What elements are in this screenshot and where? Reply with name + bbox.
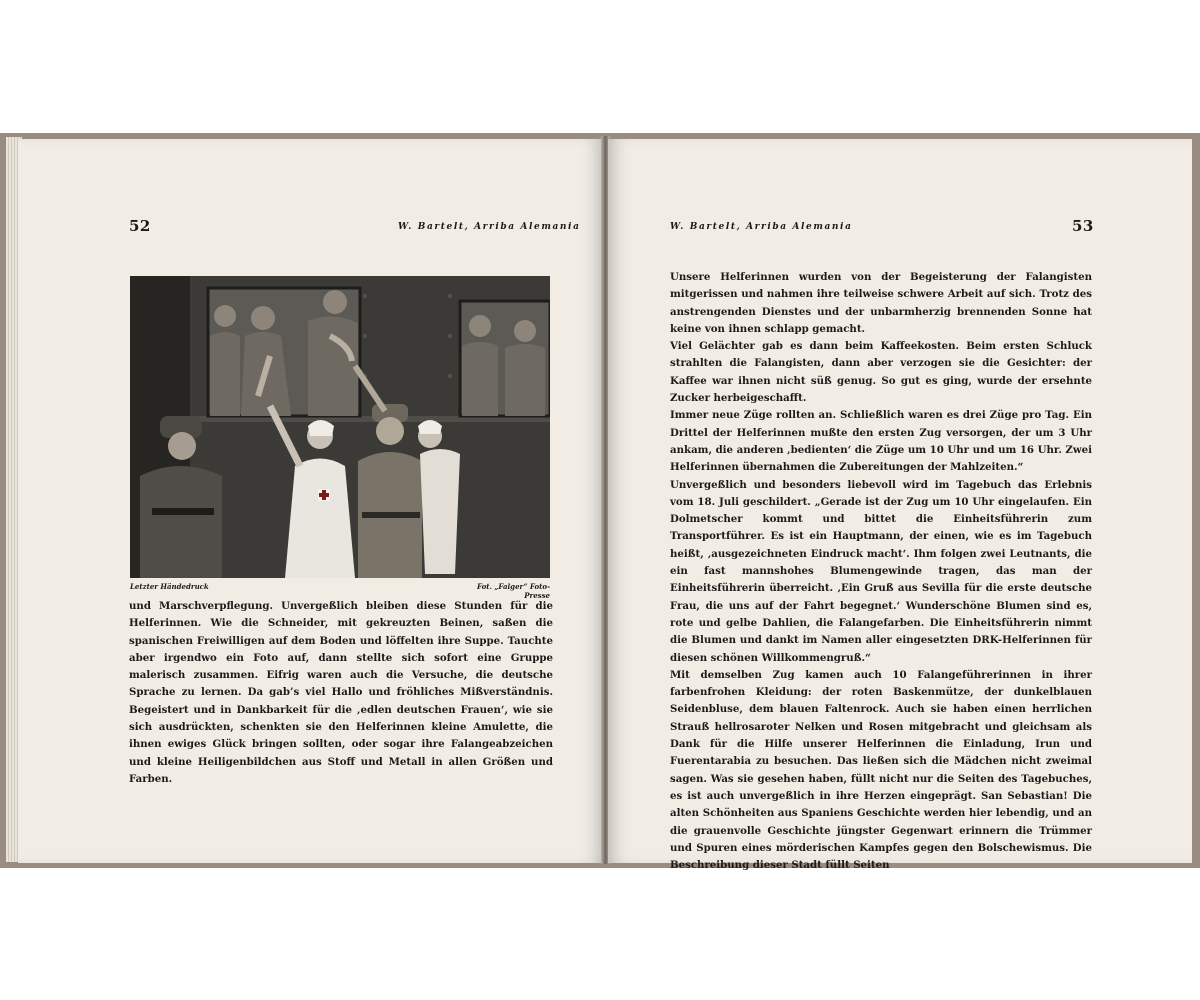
running-head-left: W. Bartelt, Arriba Alemania <box>398 222 581 232</box>
paragraph: Unvergeßlich und besonders liebevoll wird im Tagebuch das Erlebnis vom 18. Juli geschildert. „Gerade ist der Zug um 10 Uhr eingelaufen. Ein Dolmetscher kommt und bittet die Einheitsführerin zum Transportführer. Es ist ein Hauptmann, der einen, wie es im Tagebuch heißt, ‚ausgezeichneten Eindruck macht‘. Ihm folgen zwei Leutnants, die ein fast mannshohes Blumengewinde tragen, das man der Einheitsführerin überreicht. ‚Ein Gruß aus Sevilla für die erste deutsche Frau, die uns auf der Fahrt begegnet.‘ Wunderschöne Blumen sind es, rote und gelbe Dahlien, die Falangefarben. Die Einheitsführerin nimmt die Blumen und dankt im Namen aller eingesetzten DRK-Helferinnen für diesen schönen Willkommengruß.“ <box>670 478 1092 664</box>
right-page <box>608 139 1192 872</box>
photo-caption: Letzter Händedruck <box>130 582 209 591</box>
paragraph: Mit demselben Zug kamen auch 10 Falangeführerinnen in ihrer farbenfrohen Kleidung: der roten Baskenmütze, der dunkelblauen Seidenbluse, dem blauen Faltenrock. Auch sie haben einen herrlichen Strauß hellrosaroter Nelken und Rosen mitgebracht und gleichsam als Dank für die Hilfe unserer Helferinnen die Einladung, Irun und Fuerentarabia zu besuchen. Das ließen sich die Mädchen nicht zweimal sagen. Was sie gesehen haben, füllt nicht nur die Seiten des Tagebuches, es ist auch unvergeßlich in ihre Herzen eingeprägt. San Sebastian! Die alten Schönheiten aus Spaniens Geschichte werden hier lebendig, und an die grauenvolle Geschichte jüngster Gegenwart erinnern die Trümmer und Spuren eines mörderischen Kampfes gegen den Bolschewismus. Die Beschreibung dieser Stadt füllt Seiten <box>670 668 1092 872</box>
left-page <box>18 139 603 863</box>
paragraph: Immer neue Züge rollten an. Schließlich waren es drei Züge pro Tag. Ein Drittel der Helferinnen mußte den ersten Zug versorgen, der um 3 Uhr ankam, die anderen ‚bedienten‘ die Züge um 10 Uhr und um 16 Uhr. Zwei Helferinnen übernahmen die Zubereitungen der Mahlzeiten.“ <box>670 409 1092 474</box>
running-head-right: W. Bartelt, Arriba Alemania <box>670 222 853 232</box>
left-page-body <box>129 598 553 788</box>
paragraph: Viel Gelächter gab es dann beim Kaffeekosten. Beim ersten Schluck strahlten die Falangisten, dann aber verzogen sie die Gesichter: der Kaffee war ihnen nicht süß genug. So gut es ging, wurde der ersehnte Zucker herbeigeschafft. <box>670 340 1092 405</box>
photograph <box>130 276 550 578</box>
paragraph: und Marschverpflegung. Unvergeßlich bleiben diese Stunden für die Helferinnen. Wie die Schneider, mit gekreuzten Beinen, saßen die spanischen Freiwilligen auf dem Boden und löffelten ihre Suppe. Tauchte aber irgendwo ein Foto auf, dann stellte sich sofort eine Gruppe malerisch zusammen. Eifrig waren auch die Versuche, die deutsche Sprache zu lernen. Da gab’s viel Hallo und fröhliches Mißverständnis. Begeistert und in Dankbarkeit für die ‚edlen deutschen Frauen‘, wie sie sich ausdrückten, schenkten sie den Helferinnen kleine Amulette, die ihnen ewiges Glück bringen sollten, oder sogar ihre Falangeabzeichen und kleine Heiligenbildchen aus Stoff und Metall in allen Größen und Farben. <box>129 600 553 785</box>
page-number-left: 52 <box>129 217 151 235</box>
photo-credit: Fot. „Falger“ Foto-Presse <box>477 582 550 600</box>
paragraph: Unsere Helferinnen wurden von der Begeisterung der Falangisten mitgerissen und nahmen ihre teilweise schwere Arbeit auf sich. Trotz des anstrengenden Dienstes und der unbarmherzig brennenden Sonne hat keine von ihnen schlapp gemacht. <box>670 271 1092 335</box>
right-page-body <box>670 269 1092 874</box>
page-number-right: 53 <box>1072 217 1094 235</box>
photo-train-window-scene <box>130 276 550 578</box>
